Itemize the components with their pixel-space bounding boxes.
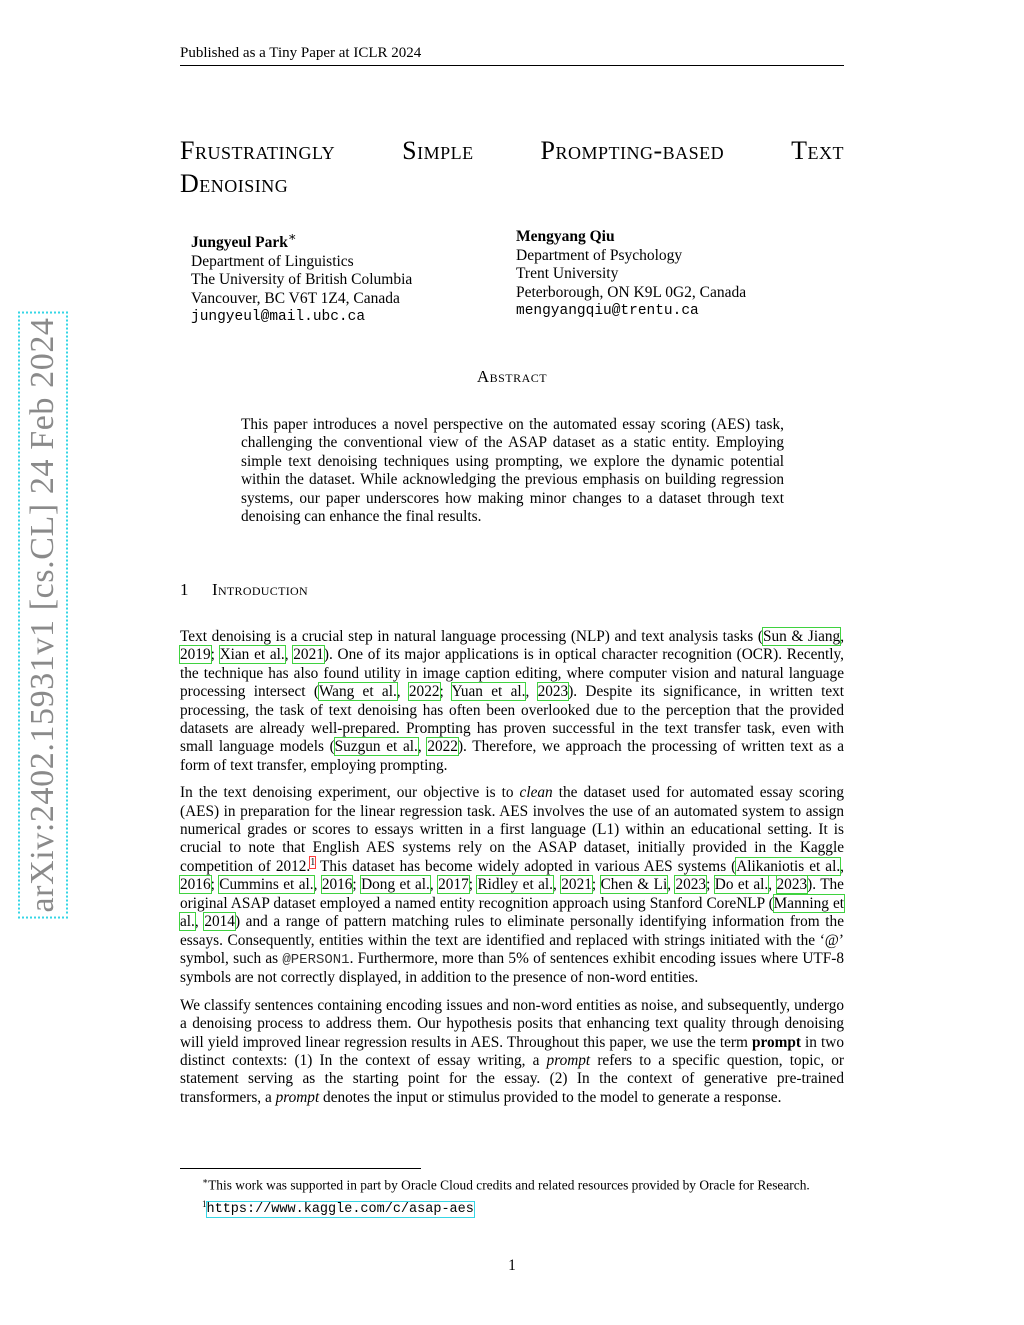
text-run: the dataset used for automated essay scoring (AES) in preparation for the linear regression task. AES involves the use of an automated system to assign numerical grades or scores to essays written in a first language (L1) within an educational setting. It is crucial to note that English AES systems rely on the ASAP dataset, initially provided in the Kaggle competition of 2012. (180, 784, 844, 875)
running-header: Published as a Tiny Paper at ICLR 2024 (180, 44, 844, 66)
author-address: Peterborough, ON K9L 0G2, Canada (516, 283, 747, 301)
title-word: Frustratingly (180, 136, 336, 165)
title-word: Prompting-based (540, 136, 725, 165)
citation-link[interactable]: Sun & Jiang (762, 628, 841, 645)
arxiv-sidebar (17, 317, 69, 913)
author-email: mengyangqiu@trentu.ca (516, 303, 699, 319)
paragraph-3 (180, 997, 844, 1107)
text-run: denotes the input or stimulus provided to the model to generate a response. (319, 1088, 782, 1106)
citation-link[interactable]: Do et al. (714, 876, 769, 894)
paragraph-1: Text denoising is a crucial step in natural language processing (NLP) and text analysis tasks (Sun & Jiang, 2019; Xian et al., 2021). One of its major applications is in optical character recognition (OCR). Recently, the technique has also found utility in image caption editing, where computer vision and natural language processing intersect (Wang et al., 2022; Yuan et al., 2023). Despite its significance, in written text processing, the task of text denoising has often been overlooked due to the perception that the provided datasets are already well-prepared. Prompting has proven successful in the text transfer task, even with small language models (Suzgun et al., 2022). Therefore, we approach the processing of written text as a form of text transfer, employing prompting. (180, 628, 845, 774)
author-block-2 (516, 228, 746, 321)
citation-link[interactable]: 2017 (438, 876, 469, 894)
citation-link[interactable]: 2014 (204, 913, 235, 931)
text-run: refers to a specific question, topic, or statement serving as the starting point for the essay. (2) In the context of generative pre-trained transformers, a (180, 1051, 844, 1106)
code-token: @PERSON1 (282, 951, 350, 968)
citation-link[interactable]: Wang et al. (318, 683, 397, 701)
section-title: Introduction (212, 580, 308, 599)
author-footnote-mark[interactable]: ∗ (287, 229, 297, 244)
author-email: jungyeul@mail.ubc.ca (191, 309, 366, 326)
author-affiliation: The University of British Columbia (191, 271, 413, 289)
author-block-1 (191, 228, 412, 327)
author-affiliation: Trent University (516, 265, 619, 282)
abstract-text: This paper introduces a novel perspective on the automated essay scoring (AES) task, challenging the conventional view of the ASAP dataset as a static entity. Employing simple text denoising techniques using prompting, we explore the dynamic potential within the dataset. While acknowledging the previous emphasis on building regression systems, our paper underscores how making minor changes to a dataset through text denoising can enhance the final results. (241, 416, 784, 526)
text-run: In the text denoising experiment, our objective is to (180, 784, 520, 802)
emphasis: prompt (275, 1088, 320, 1106)
text-run: ). One of its major applications is in optical character recognition (OCR). Recently, the technique has also found utility in image caption editing, where computer vision and natural language processing intersect ( (180, 646, 844, 701)
citation-link[interactable]: 2023 (776, 876, 808, 894)
citation-link[interactable]: Chen & Li (600, 876, 668, 894)
citation-link[interactable]: Suzgun et al. (334, 738, 418, 756)
text-run: This dataset has become widely adopted in various AES systems ( (315, 857, 737, 875)
citation-link[interactable]: 2021 (293, 646, 324, 664)
author-department: Department of Psychology (516, 246, 683, 264)
title-word: Simple (402, 136, 474, 165)
author-name: Jungyeul Park (191, 234, 288, 252)
paragraph-2: In the text denoising experiment, our objective is to clean the dataset used for automated essay scoring (AES) in preparation for the linear regression task. AES involves the use of an automated system to assign numerical grades or scores to essays written in a first language (L1) within an educational setting. It is crucial to note that English AES systems rely on the ASAP dataset, initially provided in the Kaggle competition of 2012.$^1$ This dataset has become widely adopted in various AES systems (Alikaniotis et al., 2016; Cummins et al., 2016; Dong et al., 2017; Ridley et al., 2021; Chen & Li, 2023; Do et al., 2023). The original ASAP dataset employed a named entity recognition approach using Stanford CoreNLP (Manning et al., 2014) and a range of pattern matching rules to eliminate personally identifying information from the essays. Consequently, entities within the text are identified and replaced with strings initiated with the ‘@’ symbol, such as @PERSON1. Furthermore, more than 5% of sentences exhibit encoding issues where UTF-8 symbols are not correctly displayed, in addition to the presence of non-word entities. (180, 784, 844, 987)
author-address: Vancouver, BC V6T 1Z4, Canada (191, 289, 400, 307)
text-run: ) and a range of pattern matching rules to eliminate personally identifying information from the essays. Consequently, entities within the text are identified and replaced with strings initiated with the ‘@’ symbol, such as (180, 913, 844, 967)
citation-link[interactable]: 2022 (427, 738, 458, 756)
citation-link[interactable]: 2016 (321, 876, 353, 894)
paper-title (180, 134, 844, 200)
footnote-1: $^1$https://www.kaggle.com/c/asap-aes (202, 1198, 474, 1218)
arxiv-identifier-link[interactable]: arXiv:2402.15931v1 [cs.CL] 24 Feb 2024 (20, 313, 66, 916)
text-run: . Furthermore, more than 5% of sentences exhibit encoding issues where UTF-8 symbols are not correctly displayed, in addition to the presence of non-word entities. (180, 949, 844, 987)
citation-link[interactable]: Alikaniotis et al. (736, 857, 841, 875)
abstract-heading: Abstract (476, 367, 548, 386)
footnote-star: ∗This work was supported in part by Oracle Cloud credits and related resources provided by Oracle for Research. (202, 1176, 810, 1193)
emphasis: clean (519, 784, 553, 802)
author-name: Mengyang Qiu (516, 228, 615, 245)
section-heading (180, 580, 844, 600)
citation-link[interactable]: 2021 (561, 876, 592, 894)
page-number: 1 (508, 1257, 516, 1274)
kaggle-url-link[interactable]: https://www.kaggle.com/c/asap-aes (206, 1202, 474, 1218)
citation-link[interactable]: Dong et al. (361, 876, 430, 894)
citation-link[interactable]: Manning et al. (180, 894, 844, 931)
introduction-body (180, 628, 844, 1116)
footnotes (180, 1173, 844, 1219)
title-word: Denoising (180, 169, 289, 198)
citation-link[interactable]: Yuan et al. (451, 683, 526, 701)
citation-link[interactable]: 2023 (675, 876, 707, 894)
text-run: in two distinct contexts: (1) In the context of essay writing, a (180, 1033, 844, 1069)
citation-link[interactable]: Cummins et al. (219, 876, 314, 894)
citation-link[interactable]: 2019 (180, 646, 211, 664)
bold-term: prompt (751, 1033, 801, 1051)
author-department: Department of Linguistics (191, 252, 354, 270)
text-run: ). The original ASAP dataset employed a named entity recognition approach using Stanford CoreNLP ( (180, 876, 844, 912)
citation-link[interactable]: Ridley et al. (477, 876, 554, 894)
text-run: Text denoising is a crucial step in natural language processing (NLP) and text analysis tasks ( (180, 628, 763, 645)
text-run: ). Therefore, we approach the processing of written text as a form of text transfer, employing prompting. (180, 738, 845, 774)
emphasis: prompt (546, 1051, 591, 1069)
text-run: We classify sentences containing encoding issues and non-word entities as noise, and subsequently, undergo a denoising process to address them. Our hypothesis posits that enhancing text quality through denoising will yield improved linear regression results in AES. Throughout this paper, we use the term (180, 996, 844, 1051)
citation-link[interactable]: 2022 (408, 683, 440, 701)
citation-link[interactable]: 2023 (537, 683, 569, 701)
footnote-divider (180, 1168, 421, 1169)
title-word: Text (791, 136, 844, 165)
citation-link[interactable]: Xian et al. (219, 646, 285, 664)
section-number: 1 (180, 580, 189, 599)
footnote-ref-link[interactable]: 1 (310, 856, 316, 868)
citation-link[interactable]: 2016 (180, 876, 211, 894)
text-run: ). Despite its significance, in written text processing, the task of text denoising has often been overlooked due to the perception that the provided datasets are already well-prepared. Prompting has proven successful in the text transfer task, even with small language models ( (180, 683, 845, 756)
